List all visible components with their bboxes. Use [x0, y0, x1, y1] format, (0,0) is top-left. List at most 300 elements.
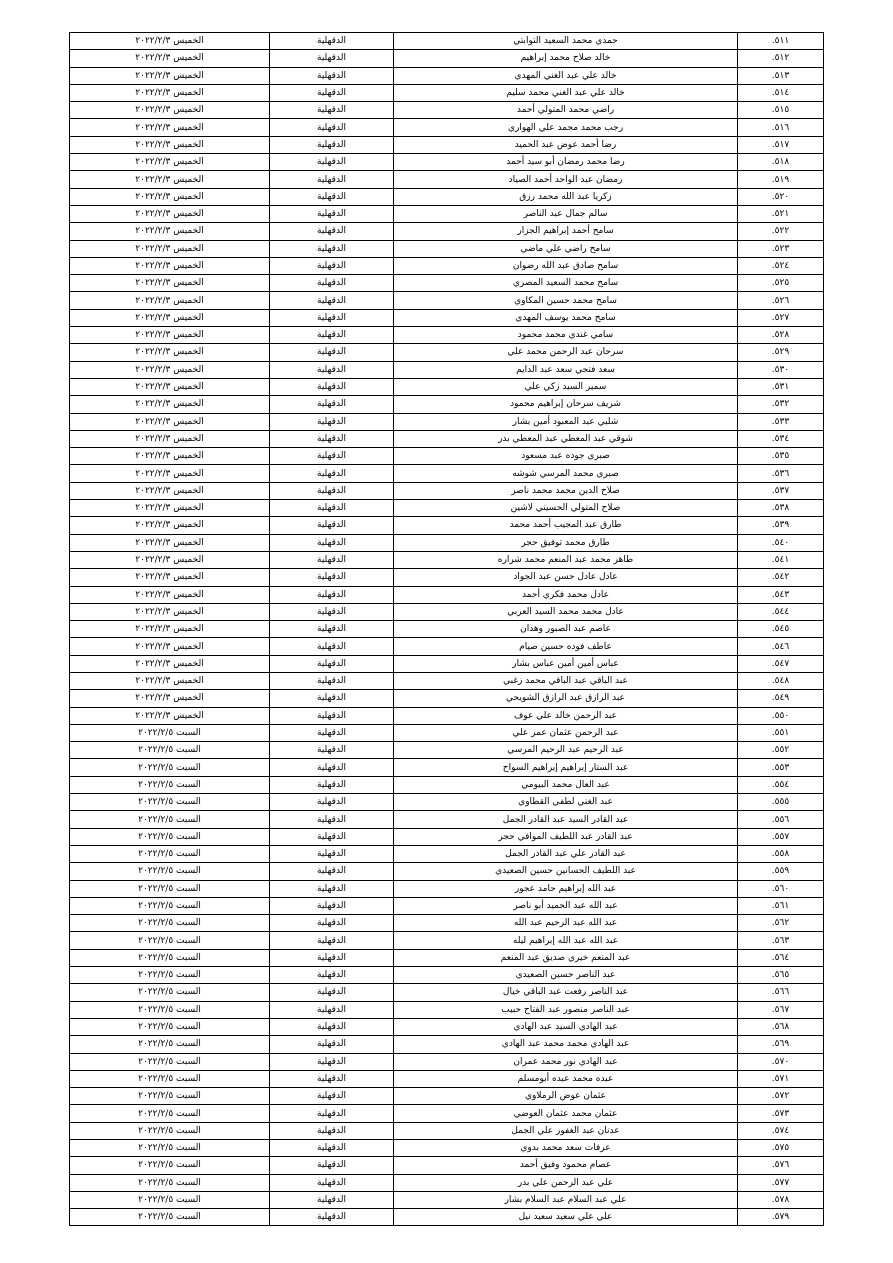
row-number: ٥٥١.: [738, 724, 824, 741]
session-date: السبت ٢٠٢٢/٢/٥: [70, 1001, 270, 1018]
governorate: الدقهلية: [270, 932, 394, 949]
session-date: الخميس ٢٠٢٢/٢/٣: [70, 690, 270, 707]
table-row: [70, 621, 824, 638]
table-body: [70, 33, 824, 1226]
governorate: الدقهلية: [270, 1070, 394, 1087]
person-name: عباس أمين أمين عباس بشار: [394, 655, 738, 672]
table-row: [70, 1105, 824, 1122]
table-row: [70, 1157, 824, 1174]
governorate: الدقهلية: [270, 1157, 394, 1174]
table-row: [70, 1070, 824, 1087]
person-name: علي عبد الرحمن علي بدر: [394, 1174, 738, 1191]
table-row: [70, 275, 824, 292]
table-row: [70, 50, 824, 67]
person-name: عبد العال محمد البيومي: [394, 776, 738, 793]
row-number: ٥٤٥.: [738, 621, 824, 638]
table-row: [70, 327, 824, 344]
row-number: ٥٣٥.: [738, 448, 824, 465]
session-date: الخميس ٢٠٢٢/٢/٣: [70, 517, 270, 534]
table-row: [70, 724, 824, 741]
governorate: الدقهلية: [270, 465, 394, 482]
governorate: الدقهلية: [270, 171, 394, 188]
table-row: [70, 154, 824, 171]
session-date: الخميس ٢٠٢٢/٢/٣: [70, 569, 270, 586]
table-row: [70, 500, 824, 517]
person-name: خالد علي عبد الغني محمد سليم: [394, 84, 738, 101]
governorate: الدقهلية: [270, 534, 394, 551]
person-name: صلاح الدين محمد محمد ناصر: [394, 482, 738, 499]
governorate: الدقهلية: [270, 240, 394, 257]
governorate: الدقهلية: [270, 863, 394, 880]
person-name: عبد المنعم خيري صديق عبد المنعم: [394, 949, 738, 966]
row-number: ٥٥٠.: [738, 707, 824, 724]
table-row: [70, 742, 824, 759]
table-row: [70, 119, 824, 136]
row-number: ٥٧٠.: [738, 1053, 824, 1070]
session-date: السبت ٢٠٢٢/٢/٥: [70, 1157, 270, 1174]
session-date: السبت ٢٠٢٢/٢/٥: [70, 915, 270, 932]
table-row: [70, 932, 824, 949]
session-date: السبت ٢٠٢٢/٢/٥: [70, 1105, 270, 1122]
table-row: [70, 136, 824, 153]
session-date: السبت ٢٠٢٢/٢/٥: [70, 811, 270, 828]
table-row: [70, 240, 824, 257]
row-number: ٥٣٠.: [738, 361, 824, 378]
person-name: سامح أحمد إبراهيم الجزار: [394, 223, 738, 240]
governorate: الدقهلية: [270, 811, 394, 828]
governorate: الدقهلية: [270, 897, 394, 914]
session-date: السبت ٢٠٢٢/٢/٥: [70, 949, 270, 966]
session-date: الخميس ٢٠٢٢/٢/٣: [70, 154, 270, 171]
governorate: الدقهلية: [270, 1122, 394, 1139]
governorate: الدقهلية: [270, 638, 394, 655]
table-row: [70, 603, 824, 620]
person-name: عبد الباقي عبد الباقي محمد زغبي: [394, 672, 738, 689]
row-number: ٥٥٨.: [738, 845, 824, 862]
session-date: الخميس ٢٠٢٢/٢/٣: [70, 309, 270, 326]
governorate: الدقهلية: [270, 707, 394, 724]
session-date: السبت ٢٠٢٢/٢/٥: [70, 1122, 270, 1139]
table-row: [70, 569, 824, 586]
table-row: [70, 690, 824, 707]
row-number: ٥٣٣.: [738, 413, 824, 430]
governorate: الدقهلية: [270, 655, 394, 672]
row-number: ٥٣٩.: [738, 517, 824, 534]
person-name: عبد الرحمن عثمان عمر علي: [394, 724, 738, 741]
governorate: الدقهلية: [270, 517, 394, 534]
row-number: ٥٦٧.: [738, 1001, 824, 1018]
person-name: عبد الله إبراهيم حامد عجور: [394, 880, 738, 897]
session-date: الخميس ٢٠٢٢/٢/٣: [70, 205, 270, 222]
row-number: ٥١٢.: [738, 50, 824, 67]
row-number: ٥٦٦.: [738, 984, 824, 1001]
governorate: الدقهلية: [270, 672, 394, 689]
person-name: عرفات سعد محمد بدوي: [394, 1140, 738, 1157]
session-date: الخميس ٢٠٢٢/٢/٣: [70, 33, 270, 50]
table-row: [70, 396, 824, 413]
row-number: ٥٧٢.: [738, 1088, 824, 1105]
session-date: الخميس ٢٠٢٢/٢/٣: [70, 292, 270, 309]
session-date: الخميس ٢٠٢٢/٢/٣: [70, 257, 270, 274]
person-name: شوقي عبد المعطي عبد المعطي بدر: [394, 430, 738, 447]
governorate: الدقهلية: [270, 1174, 394, 1191]
governorate: الدقهلية: [270, 136, 394, 153]
row-number: ٥١١.: [738, 33, 824, 50]
row-number: ٥٤٤.: [738, 603, 824, 620]
person-name: عثمان عوض الرملاوي: [394, 1088, 738, 1105]
person-name: عبد الرازق عبد الرازق الشويحي: [394, 690, 738, 707]
row-number: ٥٥٢.: [738, 742, 824, 759]
row-number: ٥٦٩.: [738, 1036, 824, 1053]
session-date: السبت ٢٠٢٢/٢/٥: [70, 1070, 270, 1087]
person-name: سعد فتحي سعد عبد الدايم: [394, 361, 738, 378]
row-number: ٥٧٩.: [738, 1209, 824, 1226]
person-name: رضا محمد رمضان أبو سيد أحمد: [394, 154, 738, 171]
governorate: الدقهلية: [270, 378, 394, 395]
row-number: ٥٣١.: [738, 378, 824, 395]
row-number: ٥٥٦.: [738, 811, 824, 828]
session-date: السبت ٢٠٢٢/٢/٥: [70, 794, 270, 811]
person-name: سامح صادق عبد الله رضوان: [394, 257, 738, 274]
table-row: [70, 1174, 824, 1191]
session-date: السبت ٢٠٢٢/٢/٥: [70, 863, 270, 880]
governorate: الدقهلية: [270, 915, 394, 932]
table-row: [70, 863, 824, 880]
governorate: الدقهلية: [270, 845, 394, 862]
person-name: عثمان محمد عثمان العوضي: [394, 1105, 738, 1122]
session-date: الخميس ٢٠٢٢/٢/٣: [70, 361, 270, 378]
person-name: سامي غندي محمد محمود: [394, 327, 738, 344]
governorate: الدقهلية: [270, 500, 394, 517]
person-name: عدنان عبد الغفور علي الجمل: [394, 1122, 738, 1139]
person-name: سالم جمال عبد الناصر: [394, 205, 738, 222]
governorate: الدقهلية: [270, 292, 394, 309]
table-row: [70, 257, 824, 274]
session-date: السبت ٢٠٢٢/٢/٥: [70, 724, 270, 741]
row-number: ٥٧١.: [738, 1070, 824, 1087]
governorate: الدقهلية: [270, 603, 394, 620]
table-row: [70, 1001, 824, 1018]
person-name: عادل محمد فكري أحمد: [394, 586, 738, 603]
session-date: الخميس ٢٠٢٢/٢/٣: [70, 344, 270, 361]
names-table: [69, 32, 824, 1226]
person-name: حمدي محمد السعيد التوابتي: [394, 33, 738, 50]
row-number: ٥٢٠.: [738, 188, 824, 205]
table-row: [70, 984, 824, 1001]
governorate: الدقهلية: [270, 223, 394, 240]
table-row: [70, 361, 824, 378]
row-number: ٥٦٢.: [738, 915, 824, 932]
person-name: عادل عادل حسن عبد الجواد: [394, 569, 738, 586]
governorate: الدقهلية: [270, 33, 394, 50]
row-number: ٥١٧.: [738, 136, 824, 153]
person-name: عبد الهادي السيد عبد الهادي: [394, 1018, 738, 1035]
session-date: السبت ٢٠٢٢/٢/٥: [70, 1053, 270, 1070]
governorate: الدقهلية: [270, 396, 394, 413]
person-name: عبد الناصر منصور عبد الفتاح حبيب: [394, 1001, 738, 1018]
table-row: [70, 897, 824, 914]
person-name: راضي محمد المتولي أحمد: [394, 102, 738, 119]
row-number: ٥٤٢.: [738, 569, 824, 586]
table-row: [70, 655, 824, 672]
person-name: عبد الناصر رفعت عبد الباقي خيال: [394, 984, 738, 1001]
governorate: الدقهلية: [270, 67, 394, 84]
row-number: ٥٢٤.: [738, 257, 824, 274]
session-date: السبت ٢٠٢٢/٢/٥: [70, 1174, 270, 1191]
governorate: الدقهلية: [270, 275, 394, 292]
document-page: [69, 32, 823, 1226]
table-row: [70, 586, 824, 603]
session-date: السبت ٢٠٢٢/٢/٥: [70, 880, 270, 897]
table-row: [70, 309, 824, 326]
row-number: ٥٥٩.: [738, 863, 824, 880]
governorate: الدقهلية: [270, 1209, 394, 1226]
table-row: [70, 1018, 824, 1035]
table-row: [70, 223, 824, 240]
person-name: عادل محمد محمد السيد العربي: [394, 603, 738, 620]
governorate: الدقهلية: [270, 690, 394, 707]
person-name: عبد اللطيف الحسانين حسين الصعيدي: [394, 863, 738, 880]
session-date: الخميس ٢٠٢٢/٢/٣: [70, 119, 270, 136]
row-number: ٥٢٢.: [738, 223, 824, 240]
session-date: السبت ٢٠٢٢/٢/٥: [70, 1209, 270, 1226]
governorate: الدقهلية: [270, 967, 394, 984]
person-name: علي علي سعيد سعيد نيل: [394, 1209, 738, 1226]
table-row: [70, 517, 824, 534]
session-date: الخميس ٢٠٢٢/٢/٣: [70, 396, 270, 413]
governorate: الدقهلية: [270, 309, 394, 326]
row-number: ٥٧٤.: [738, 1122, 824, 1139]
row-number: ٥٦١.: [738, 897, 824, 914]
governorate: الدقهلية: [270, 1105, 394, 1122]
session-date: الخميس ٢٠٢٢/٢/٣: [70, 50, 270, 67]
row-number: ٥٢٥.: [738, 275, 824, 292]
row-number: ٥٣٦.: [738, 465, 824, 482]
governorate: الدقهلية: [270, 413, 394, 430]
session-date: السبت ٢٠٢٢/٢/٥: [70, 967, 270, 984]
governorate: الدقهلية: [270, 1018, 394, 1035]
governorate: الدقهلية: [270, 1036, 394, 1053]
row-number: ٥٧٦.: [738, 1157, 824, 1174]
table-row: [70, 794, 824, 811]
session-date: الخميس ٢٠٢٢/٢/٣: [70, 603, 270, 620]
governorate: الدقهلية: [270, 257, 394, 274]
governorate: الدقهلية: [270, 482, 394, 499]
table-row: [70, 413, 824, 430]
governorate: الدقهلية: [270, 1053, 394, 1070]
person-name: شريف سرحان إبراهيم محمود: [394, 396, 738, 413]
row-number: ٥٣٨.: [738, 500, 824, 517]
row-number: ٥٢٩.: [738, 344, 824, 361]
person-name: صبري جوده عبد مسعود: [394, 448, 738, 465]
governorate: الدقهلية: [270, 621, 394, 638]
governorate: الدقهلية: [270, 984, 394, 1001]
person-name: سامح محمد السعيد المصري: [394, 275, 738, 292]
table-row: [70, 915, 824, 932]
row-number: ٥٢٣.: [738, 240, 824, 257]
row-number: ٥٧٥.: [738, 1140, 824, 1157]
person-name: رضا أحمد عوض عبد الحميد: [394, 136, 738, 153]
row-number: ٥٤٩.: [738, 690, 824, 707]
governorate: الدقهلية: [270, 828, 394, 845]
table-row: [70, 949, 824, 966]
person-name: سامح محمد يوسف المهدي: [394, 309, 738, 326]
table-row: [70, 33, 824, 50]
table-row: [70, 465, 824, 482]
session-date: الخميس ٢٠٢٢/٢/٣: [70, 500, 270, 517]
row-number: ٥٢٨.: [738, 327, 824, 344]
row-number: ٥٥٤.: [738, 776, 824, 793]
row-number: ٥١٥.: [738, 102, 824, 119]
session-date: السبت ٢٠٢٢/٢/٥: [70, 1036, 270, 1053]
person-name: طاهر محمد عبد المنعم محمد شراره: [394, 551, 738, 568]
governorate: الدقهلية: [270, 742, 394, 759]
governorate: الدقهلية: [270, 1088, 394, 1105]
session-date: الخميس ٢٠٢٢/٢/٣: [70, 430, 270, 447]
row-number: ٥٧٧.: [738, 1174, 824, 1191]
row-number: ٥٥٧.: [738, 828, 824, 845]
session-date: الخميس ٢٠٢٢/٢/٣: [70, 84, 270, 101]
person-name: صلاح المتولي الحسيني لاشين: [394, 500, 738, 517]
governorate: الدقهلية: [270, 794, 394, 811]
session-date: الخميس ٢٠٢٢/٢/٣: [70, 223, 270, 240]
row-number: ٥١٣.: [738, 67, 824, 84]
table-row: [70, 672, 824, 689]
governorate: الدقهلية: [270, 84, 394, 101]
table-row: [70, 344, 824, 361]
governorate: الدقهلية: [270, 154, 394, 171]
governorate: الدقهلية: [270, 430, 394, 447]
table-row: [70, 1209, 824, 1226]
table-row: [70, 84, 824, 101]
table-row: [70, 1191, 824, 1208]
person-name: عبد الله عبد الله إبراهيم ليله: [394, 932, 738, 949]
governorate: الدقهلية: [270, 759, 394, 776]
row-number: ٥٤١.: [738, 551, 824, 568]
person-name: رجب محمد محمد علي الهواري: [394, 119, 738, 136]
row-number: ٥١٤.: [738, 84, 824, 101]
table-row: [70, 482, 824, 499]
governorate: الدقهلية: [270, 119, 394, 136]
table-row: [70, 378, 824, 395]
session-date: السبت ٢٠٢٢/٢/٥: [70, 984, 270, 1001]
session-date: السبت ٢٠٢٢/٢/٥: [70, 897, 270, 914]
table-row: [70, 638, 824, 655]
row-number: ٥٣٢.: [738, 396, 824, 413]
session-date: السبت ٢٠٢٢/٢/٥: [70, 845, 270, 862]
session-date: السبت ٢٠٢٢/٢/٥: [70, 1140, 270, 1157]
row-number: ٥١٦.: [738, 119, 824, 136]
governorate: الدقهلية: [270, 1001, 394, 1018]
governorate: الدقهلية: [270, 50, 394, 67]
session-date: الخميس ٢٠٢٢/٢/٣: [70, 448, 270, 465]
table-row: [70, 707, 824, 724]
person-name: عبد القادر السيد عبد القادر الجمل: [394, 811, 738, 828]
table-row: [70, 845, 824, 862]
table-row: [70, 67, 824, 84]
row-number: ٥٧٨.: [738, 1191, 824, 1208]
person-name: عبد القادر عبد اللطيف الموافي حجر: [394, 828, 738, 845]
governorate: الدقهلية: [270, 361, 394, 378]
session-date: الخميس ٢٠٢٢/٢/٣: [70, 655, 270, 672]
person-name: عصام محمود وفيق أحمد: [394, 1157, 738, 1174]
person-name: زكريا عبد الله محمد رزق: [394, 188, 738, 205]
session-date: السبت ٢٠٢٢/٢/٥: [70, 759, 270, 776]
person-name: عبد الله عبد الحميد أبو ناصر: [394, 897, 738, 914]
governorate: الدقهلية: [270, 569, 394, 586]
table-row: [70, 1088, 824, 1105]
person-name: سامح راضي علي ماضي: [394, 240, 738, 257]
person-name: عبد الرحمن خالد علي عوف: [394, 707, 738, 724]
session-date: الخميس ٢٠٢٢/٢/٣: [70, 465, 270, 482]
session-date: الخميس ٢٠٢٢/٢/٣: [70, 551, 270, 568]
person-name: عبد الغني لطفي القطاوي: [394, 794, 738, 811]
session-date: الخميس ٢٠٢٢/٢/٣: [70, 672, 270, 689]
session-date: السبت ٢٠٢٢/٢/٥: [70, 1018, 270, 1035]
person-name: طارق محمد توفيق حجر: [394, 534, 738, 551]
governorate: الدقهلية: [270, 724, 394, 741]
person-name: صبري محمد المرسي شوشه: [394, 465, 738, 482]
person-name: عاصم عبد الصبور وهدان: [394, 621, 738, 638]
session-date: الخميس ٢٠٢٢/٢/٣: [70, 188, 270, 205]
person-name: خالد علي عبد الغني المهدي: [394, 67, 738, 84]
row-number: ٥٦٠.: [738, 880, 824, 897]
person-name: عبد القادر علي عبد القادر الجمل: [394, 845, 738, 862]
table-row: [70, 1036, 824, 1053]
row-number: ٥٦٤.: [738, 949, 824, 966]
row-number: ٥٤٠.: [738, 534, 824, 551]
table-row: [70, 102, 824, 119]
session-date: الخميس ٢٠٢٢/٢/٣: [70, 413, 270, 430]
row-number: ٥٤٦.: [738, 638, 824, 655]
table-row: [70, 1122, 824, 1139]
governorate: الدقهلية: [270, 880, 394, 897]
governorate: الدقهلية: [270, 586, 394, 603]
session-date: السبت ٢٠٢٢/٢/٥: [70, 1088, 270, 1105]
governorate: الدقهلية: [270, 327, 394, 344]
person-name: عبد الهادي نور محمد عمران: [394, 1053, 738, 1070]
row-number: ٥٤٨.: [738, 672, 824, 689]
session-date: الخميس ٢٠٢٢/٢/٣: [70, 482, 270, 499]
row-number: ٥٢٦.: [738, 292, 824, 309]
session-date: السبت ٢٠٢٢/٢/٥: [70, 828, 270, 845]
governorate: الدقهلية: [270, 102, 394, 119]
row-number: ٥٢١.: [738, 205, 824, 222]
person-name: عبد الستار إبراهيم إبراهيم السواح: [394, 759, 738, 776]
row-number: ٥٦٨.: [738, 1018, 824, 1035]
table-row: [70, 828, 824, 845]
table-row: [70, 205, 824, 222]
governorate: الدقهلية: [270, 344, 394, 361]
row-number: ٥١٩.: [738, 171, 824, 188]
session-date: السبت ٢٠٢٢/٢/٥: [70, 742, 270, 759]
table-row: [70, 811, 824, 828]
person-name: خالد صلاح محمد إبراهيم: [394, 50, 738, 67]
table-row: [70, 1053, 824, 1070]
session-date: الخميس ٢٠٢٢/٢/٣: [70, 240, 270, 257]
row-number: ٥٥٣.: [738, 759, 824, 776]
row-number: ٥٦٣.: [738, 932, 824, 949]
governorate: الدقهلية: [270, 448, 394, 465]
table-row: [70, 551, 824, 568]
session-date: الخميس ٢٠٢٢/٢/٣: [70, 534, 270, 551]
table-row: [70, 188, 824, 205]
session-date: الخميس ٢٠٢٢/٢/٣: [70, 378, 270, 395]
governorate: الدقهلية: [270, 1140, 394, 1157]
governorate: الدقهلية: [270, 776, 394, 793]
row-number: ٥١٨.: [738, 154, 824, 171]
table-row: [70, 448, 824, 465]
